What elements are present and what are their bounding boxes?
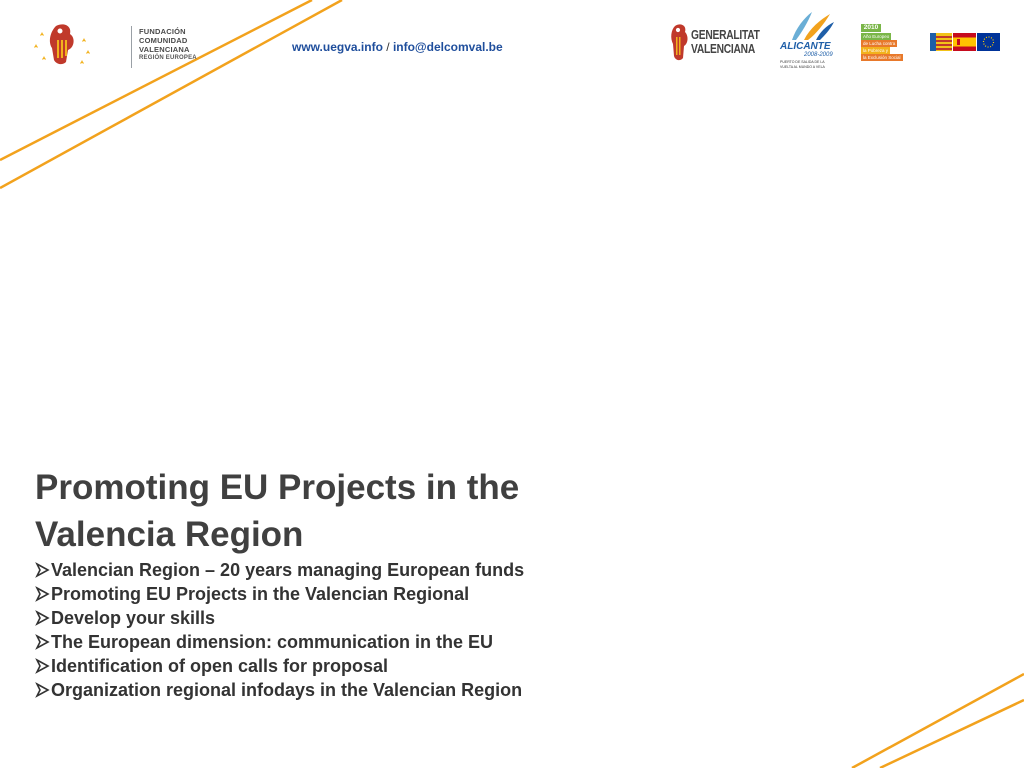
fundacion-logo — [30, 20, 197, 72]
alicante-sub1: PUERTO DE SALIDA DE LA — [780, 60, 825, 64]
bullet-item — [34, 630, 524, 654]
arrow-bullet-icon — [34, 682, 50, 698]
alicante-sails-icon — [778, 10, 848, 42]
slide-title: Promoting EU Projects in the Valencia Region — [35, 468, 520, 554]
generalitat-emblem-icon — [669, 22, 691, 66]
fundacion-name — [139, 27, 197, 63]
bottom-line-1 — [852, 674, 1024, 768]
year-line3: la Pobreza y — [863, 48, 889, 53]
alicante-years: 2008-2009 — [804, 52, 833, 58]
bullet-text: The European dimension: communication in the EU — [51, 631, 494, 652]
bullet-text: Valencian Region – 20 years managing European funds — [51, 559, 525, 580]
generalitat-logo — [669, 22, 761, 66]
bullet-item — [34, 558, 524, 582]
bullet-list — [34, 558, 524, 702]
fundacion-line4: REGIÓN EUROPEA — [139, 55, 197, 61]
year-line2: de Lucha contra — [863, 41, 896, 46]
bullet-text: Identification of open calls for proposal — [51, 655, 389, 676]
year-badge: 2010 — [861, 24, 881, 32]
european-year-2010-logo — [861, 24, 907, 62]
bottom-line-2 — [880, 700, 1024, 768]
contact-line — [292, 40, 503, 54]
fundacion-emblem-icon — [30, 20, 130, 72]
spain-flag — [953, 33, 976, 51]
website-link[interactable]: www.uegva.info — [292, 40, 383, 54]
fundacion-line2: COMUNIDAD — [139, 36, 188, 45]
email-link[interactable]: info@delcomval.be — [392, 40, 503, 54]
fundacion-line3: VALENCIANA — [139, 45, 190, 54]
arrow-bullet-icon — [34, 634, 50, 650]
flags-icon — [930, 33, 1000, 51]
bullet-text: Organization regional infodays in the Valencian Region — [51, 679, 523, 700]
arrow-bullet-icon — [34, 610, 50, 626]
bullet-text: Promoting EU Projects in the Valencian Regional — [51, 583, 470, 604]
alicante-subtitle — [780, 60, 825, 69]
fundacion-divider — [131, 26, 132, 68]
bullet-item — [34, 654, 524, 678]
alicante-logo — [778, 10, 848, 72]
generalitat-line1: GENERALITAT — [691, 28, 760, 42]
arrow-bullet-icon — [34, 562, 50, 578]
bullet-item — [34, 678, 524, 702]
alicante-title: ALICANTE — [780, 41, 831, 52]
arrow-bullet-icon — [34, 658, 50, 674]
fundacion-line1: FUNDACIÓN — [139, 27, 186, 36]
arrow-bullet-icon — [34, 586, 50, 602]
bullet-text: Develop your skills — [51, 607, 216, 628]
bullet-item — [34, 582, 524, 606]
bullet-item — [34, 606, 524, 630]
generalitat-line2: VALENCIANA — [691, 42, 755, 56]
comunitat-valenciana-flag — [930, 33, 952, 51]
flags-group — [930, 33, 1000, 51]
year-line1: Año Europeo — [863, 34, 890, 39]
year-line4: la Exclusión Social — [863, 55, 901, 60]
alicante-sub2: VUELTA AL MUNDO A VELA — [780, 64, 825, 69]
generalitat-text — [691, 28, 760, 56]
eu-flag — [977, 33, 1000, 51]
contact-separator: / — [386, 40, 390, 54]
